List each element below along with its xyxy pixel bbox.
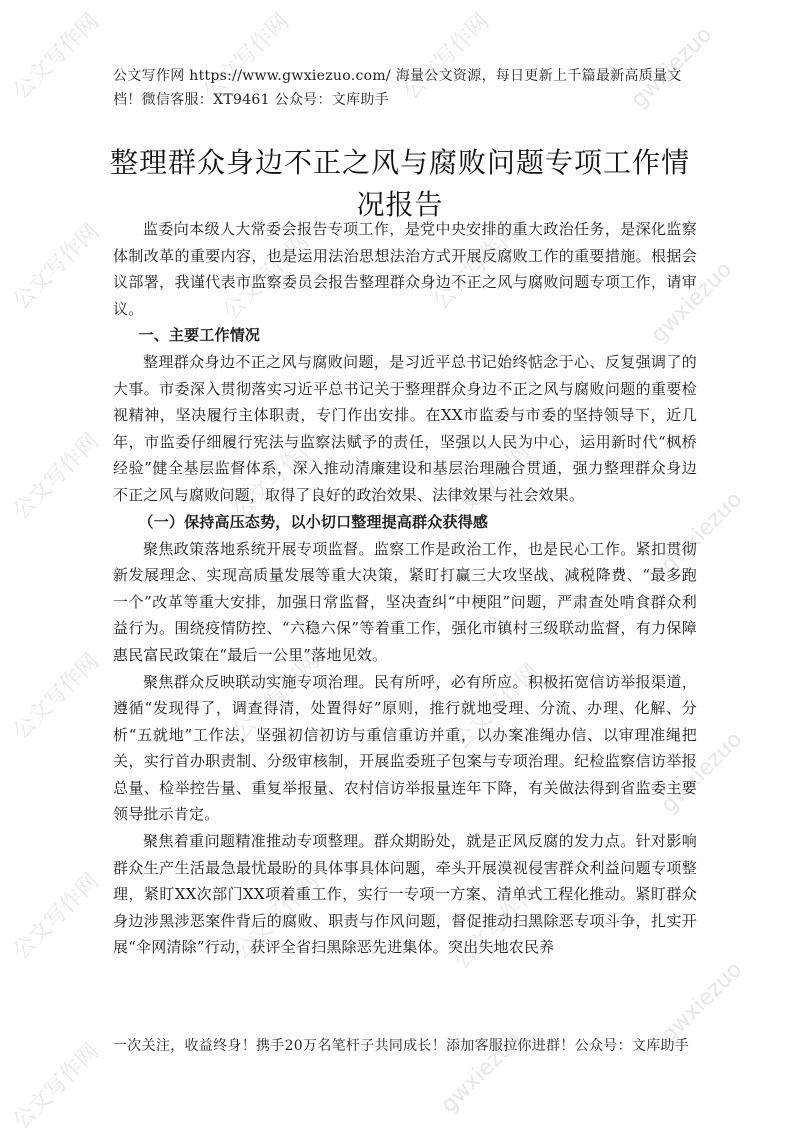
watermark-text: 公文写作网 xyxy=(8,1039,105,1135)
watermark-text: 公文写作网 xyxy=(398,9,495,105)
watermark-text: gwxiezuo xyxy=(436,1027,528,1118)
watermark-text: 公文写作网 xyxy=(228,429,325,525)
watermark-text: 公文写作网 xyxy=(8,429,105,525)
watermark-text: 公文写作网 xyxy=(198,9,295,105)
intro-paragraph: 监委向本级人大常委会报告专项工作，是党中央安排的重大政治任务，是深化监察体制改革的重要内容，也是运用法治思想法治方式开展反腐败工作的重要措施。根据会议部署，我谨代表市监察委员会报告整理群众身边不正之风与腐败问题专项工作，请审议。 xyxy=(113,220,697,318)
watermark-text: 公文写作网 xyxy=(448,879,545,975)
watermark-text: 公文写作网 xyxy=(8,649,105,745)
page-header: 公文写作网 https://www.gwxiezuo.com/ 海量公文资源，每日更新上千篇最新高质量文档！微信客服：XT9461 公众号：文库助手 xyxy=(113,68,682,108)
watermark-text: 公文写作网 xyxy=(428,219,525,315)
document-title: 整理群众身边不正之风与腐败问题专项工作情况报告 xyxy=(109,146,690,221)
document-body xyxy=(113,216,697,961)
watermark-text: 公文写作网 xyxy=(218,229,315,325)
watermark-text: 公文写作网 xyxy=(8,869,105,965)
watermark-text: 公文写作网 xyxy=(8,219,105,315)
body-paragraph: 聚焦政策落地系统开展专项监督。监察工作是政治工作，也是民心工作。紧扣贯彻新发展理念、实现高质量发展等重大决策，紧盯打赢三大攻坚战、减税降费、“最多跑一个”改革等重大安排，加强日常监督，坚决查纠“中梗阻”问题，严肃查处啃食群众利益行为。围绕疫情防控、“六稳六保”等着重工作，强化市镇村三级联动监督，有力保障惠民富民政策在“最后一公里”落地见效。 xyxy=(113,539,697,664)
watermark-text: gwxiezuo xyxy=(626,22,718,113)
body-paragraph: 整理群众身边不正之风与腐败问题，是习近平总书记始终惦念于心、反复强调了的大事。市委深入贯彻落实习近平总书记关于整理群众身边不正之风与腐败问题的重要检视精神，坚决履行主体职责，专门作出安排。在XX市监委与市委的坚持领导下，近几年，市监委仔细履行宪法与监察法赋予的责任，坚强以人民为中心，运用新时代“枫桥经验”健全基层监督体系，深入推动清廉建设和基层治理融合贯通，强力整理群众身边不正之风与腐败问题，取得了良好的政治效果、法律效果与社会效果。 xyxy=(113,352,697,504)
watermark-text: gwxiezuo xyxy=(656,487,748,578)
page-footer: 一次关注，收益终身！携手20万名笔杆子共同成长！添加客服拉你进群！公众号：文库助手 xyxy=(113,1038,690,1054)
section-heading: 一、主要工作情况 xyxy=(138,326,261,345)
watermark-text: 公文写作网 xyxy=(438,439,535,535)
watermark-text: gwxiezuo xyxy=(656,727,748,818)
watermark-text: 公文写作网 xyxy=(8,9,105,105)
body-paragraph: 聚焦着重问题精准推动专项整理。群众期盼处，就是正风反腐的发力点。针对影响群众生产生活最急最忧最盼的具体事具体问题，牵头开展漠视侵害群众利益问题专项整理，紧盯XX次部门XX项着重工作，实行一专项一方案、清单式工程化推动。紧盯群众身边涉黑涉恶案件背后的腐败、职责与作风问题，督促推动扫黑除恶专项斗争，扎实开展“伞网清除”行动，获评全省扫黑除恶先进集体。突出失地农民养 xyxy=(113,832,697,957)
watermark-text: 公文写作网 xyxy=(228,869,325,965)
watermark-text: gwxiezuo xyxy=(646,257,738,348)
body-paragraph: 聚焦群众反映联动实施专项治理。民有所呼，必有所应。积极拓宽信访举报渠道，遵循“发现得了，调查得清，处置得好”原则，推行就地受理、分流、办理、化解、分析“五就地”工作法，坚强初信初访与重信重访并重，以办案准绳办信、以审理准绳把关，实行首办职责制、分级审核制，开展监委班子包案与专项治理。纪检监察信访举报总量、检举控告量、重复举报量、农村信访举报量连年下降，有关做法得到省监委主要领导批示肯定。 xyxy=(113,672,697,824)
watermark-text: gwxiezuo xyxy=(656,957,748,1048)
subsection-heading: （一）保持高压态势，以小切口整理提高群众获得感 xyxy=(138,512,489,531)
watermark-text: 公文写作网 xyxy=(448,659,545,755)
watermark-text: 公文写作网 xyxy=(228,649,325,745)
